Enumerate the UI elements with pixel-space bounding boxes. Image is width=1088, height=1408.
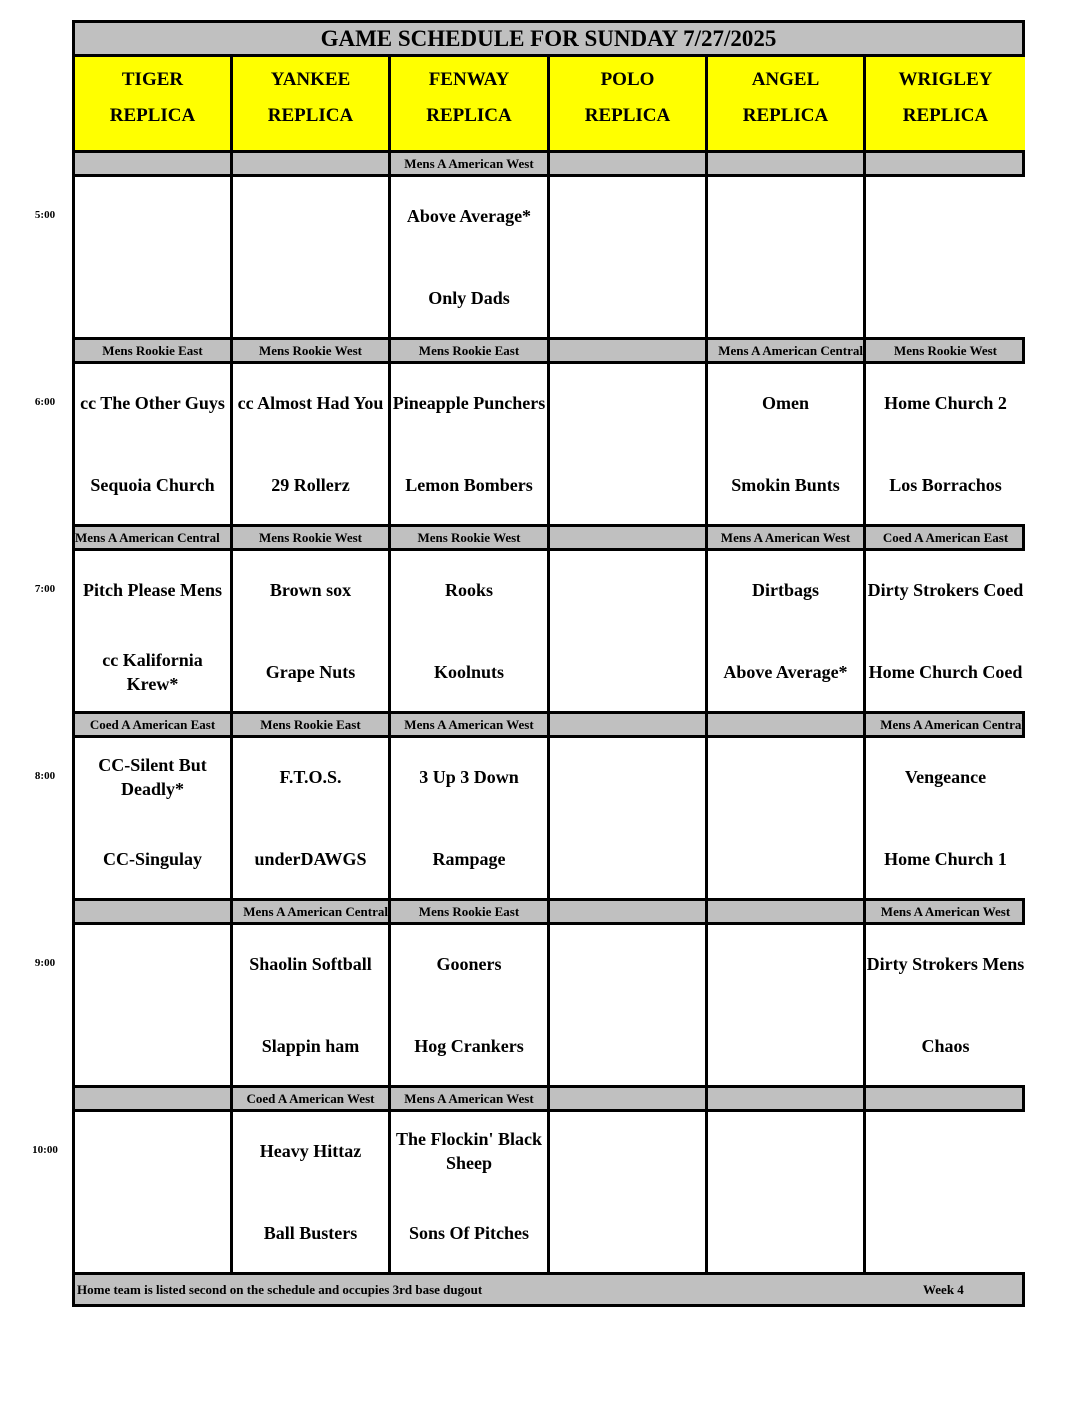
game-cell	[391, 925, 550, 1088]
division-empty	[550, 1088, 708, 1109]
game-cell	[233, 738, 391, 901]
empty-cell	[550, 551, 708, 714]
away-team: Rooks	[444, 580, 493, 600]
division-empty	[550, 714, 708, 735]
division-label: Coed A American East	[882, 529, 1009, 545]
away-team: Dirtbags	[752, 580, 819, 600]
time-label: 7:00	[34, 583, 56, 595]
footer-note: Home team is listed second on the schedule and occupies 3rd base dugout	[77, 1282, 483, 1297]
division-empty	[550, 901, 708, 922]
empty-cell	[708, 177, 866, 340]
game-cell	[75, 551, 233, 714]
page-title: GAME SCHEDULE FOR SUNDAY 7/27/2025	[75, 23, 1022, 57]
home-team: Sequoia Church	[90, 475, 215, 495]
home-team: Lemon Bombers	[405, 475, 533, 495]
away-team: Dirty Strokers Coed	[867, 580, 1024, 600]
field-header-angel	[708, 57, 866, 153]
division-empty	[233, 153, 391, 174]
division-label: Mens A American West	[391, 1088, 550, 1109]
game-cell	[233, 1112, 391, 1275]
away-team: F.T.O.S.	[279, 767, 342, 787]
field-subtitle: REPLICA	[742, 105, 829, 126]
home-team: Chaos	[921, 1036, 970, 1056]
time-label: 10:00	[32, 1144, 58, 1156]
away-team: CC-Silent But Deadly*	[98, 755, 207, 799]
division-row	[75, 527, 1022, 551]
game-cell	[233, 551, 391, 714]
division-label: Mens Rookie East	[391, 901, 550, 922]
division-row	[75, 714, 1025, 738]
home-team: Grape Nuts	[265, 662, 356, 682]
away-team: Pitch Please Mens	[83, 580, 222, 600]
game-cell	[233, 364, 391, 527]
division-label: Mens A American West	[391, 714, 550, 735]
division-empty	[75, 901, 233, 922]
game-cell	[866, 925, 1025, 1088]
division-row	[75, 901, 1022, 925]
home-team: Rampage	[432, 849, 506, 869]
game-cell	[708, 364, 866, 527]
away-team: cc Almost Had You	[237, 393, 384, 413]
game-cell	[391, 1112, 550, 1275]
home-team: 29 Rollerz	[271, 475, 350, 495]
game-cell	[708, 551, 866, 714]
field-subtitle: REPLICA	[109, 105, 196, 126]
game-cell	[866, 738, 1025, 901]
away-team: Vengeance	[904, 767, 987, 787]
field-subtitle: REPLICA	[584, 105, 671, 126]
division-empty	[866, 1088, 1025, 1109]
game-cell	[233, 925, 391, 1088]
game-cell	[75, 364, 233, 527]
division-label: Mens Rookie West	[233, 527, 391, 548]
division-empty	[708, 153, 866, 174]
away-team: 3 Up 3 Down	[419, 767, 519, 787]
home-team: CC-Singulay	[102, 849, 203, 869]
away-team: Shaolin Softball	[249, 954, 372, 974]
footer-bar	[75, 1275, 1022, 1304]
home-team: cc Kalifornia Krew*	[102, 650, 203, 694]
time-label: 8:00	[34, 770, 56, 782]
division-empty	[550, 340, 708, 361]
away-team: cc The Other Guys	[80, 393, 225, 413]
division-label: Mens A American West	[708, 527, 866, 548]
division-empty	[550, 527, 708, 548]
empty-cell	[866, 177, 1025, 340]
division-row	[75, 153, 1022, 177]
division-label: Coed A American West	[233, 1088, 391, 1109]
home-team: Los Borrachos	[889, 475, 1002, 495]
away-team: Omen	[762, 393, 809, 413]
empty-cell	[550, 925, 708, 1088]
empty-cell	[550, 1112, 708, 1275]
home-team: Home Church Coed	[868, 662, 1023, 682]
home-team: underDAWGS	[254, 849, 367, 869]
field-header-yankee	[233, 57, 391, 153]
home-team: Ball Busters	[263, 1223, 358, 1243]
field-subtitle: REPLICA	[902, 105, 989, 126]
away-team: Above Average*	[406, 206, 532, 226]
away-team: Pineapple Punchers	[392, 393, 546, 413]
division-label: Mens A American Central	[233, 901, 391, 922]
away-team: Home Church 2	[884, 393, 1007, 413]
empty-cell	[708, 1112, 866, 1275]
field-header-polo	[550, 57, 708, 153]
week-label: Week 4	[923, 1282, 964, 1297]
empty-cell	[550, 738, 708, 901]
division-label: Mens Rookie West	[391, 527, 550, 548]
game-cell	[391, 177, 550, 340]
schedule-sheet	[72, 20, 1025, 1307]
empty-cell	[233, 177, 391, 340]
field-name: WRIGLEY	[898, 69, 993, 90]
division-empty	[75, 153, 233, 174]
home-team: Above Average*	[723, 662, 848, 682]
field-header-wrigley	[866, 57, 1025, 153]
away-team: Dirty Strokers Mens	[866, 954, 1025, 974]
field-name: TIGER	[121, 69, 184, 90]
empty-cell	[708, 925, 866, 1088]
empty-cell	[550, 364, 708, 527]
division-empty	[866, 153, 1025, 174]
division-label: Mens Rookie East	[233, 714, 391, 735]
field-name: FENWAY	[428, 69, 510, 90]
empty-cell	[75, 177, 233, 340]
game-cell	[866, 364, 1025, 527]
home-team: Home Church 1	[884, 849, 1007, 869]
division-label: Mens A American West	[880, 903, 1011, 919]
field-subtitle: REPLICA	[426, 105, 512, 126]
division-label: Coed A American East	[75, 714, 233, 735]
field-name: YANKEE	[270, 69, 351, 90]
division-label: Mens Rookie East	[75, 340, 233, 361]
home-team: Hog Crankers	[414, 1036, 524, 1056]
game-cell	[75, 738, 233, 901]
game-cell	[866, 551, 1025, 714]
home-team: Only Dads	[428, 288, 510, 308]
division-row	[75, 340, 1022, 364]
division-row	[75, 1088, 1022, 1112]
away-team: Brown sox	[269, 580, 352, 600]
time-label: 9:00	[34, 957, 56, 969]
field-name: POLO	[600, 69, 655, 90]
game-cell	[391, 738, 550, 901]
division-empty	[708, 901, 866, 922]
division-label: Mens Rookie West	[233, 340, 391, 361]
game-cell	[391, 364, 550, 527]
division-label: Mens Rookie East	[391, 340, 550, 361]
division-label: Mens A American Central	[880, 716, 1025, 732]
field-subtitle: REPLICA	[267, 105, 354, 126]
field-name: ANGEL	[751, 69, 820, 90]
empty-cell	[75, 1112, 233, 1275]
game-cell	[391, 551, 550, 714]
home-team: Slappin ham	[261, 1036, 360, 1056]
home-team: Smokin Bunts	[731, 475, 840, 495]
away-team: The Flockin' Black Sheep	[395, 1129, 543, 1173]
division-label: Mens Rookie West	[893, 342, 998, 358]
field-header-tiger	[75, 57, 233, 153]
division-empty	[708, 714, 866, 735]
away-team: Heavy Hittaz	[259, 1141, 362, 1161]
field-header-fenway	[391, 57, 550, 153]
empty-cell	[708, 738, 866, 901]
away-team: Gooners	[436, 954, 502, 974]
empty-cell	[550, 177, 708, 340]
time-label: 6:00	[34, 396, 56, 408]
division-empty	[550, 153, 708, 174]
division-empty	[708, 1088, 866, 1109]
division-label: Mens A American Central	[75, 527, 233, 548]
empty-cell	[75, 925, 233, 1088]
time-label: 5:00	[34, 209, 56, 221]
empty-cell	[866, 1112, 1025, 1275]
division-label: Mens A American Central	[708, 340, 866, 361]
home-team: Koolnuts	[433, 662, 505, 682]
home-team: Sons Of Pitches	[408, 1223, 529, 1243]
division-label: Mens A American West	[391, 153, 550, 174]
division-empty	[75, 1088, 233, 1109]
